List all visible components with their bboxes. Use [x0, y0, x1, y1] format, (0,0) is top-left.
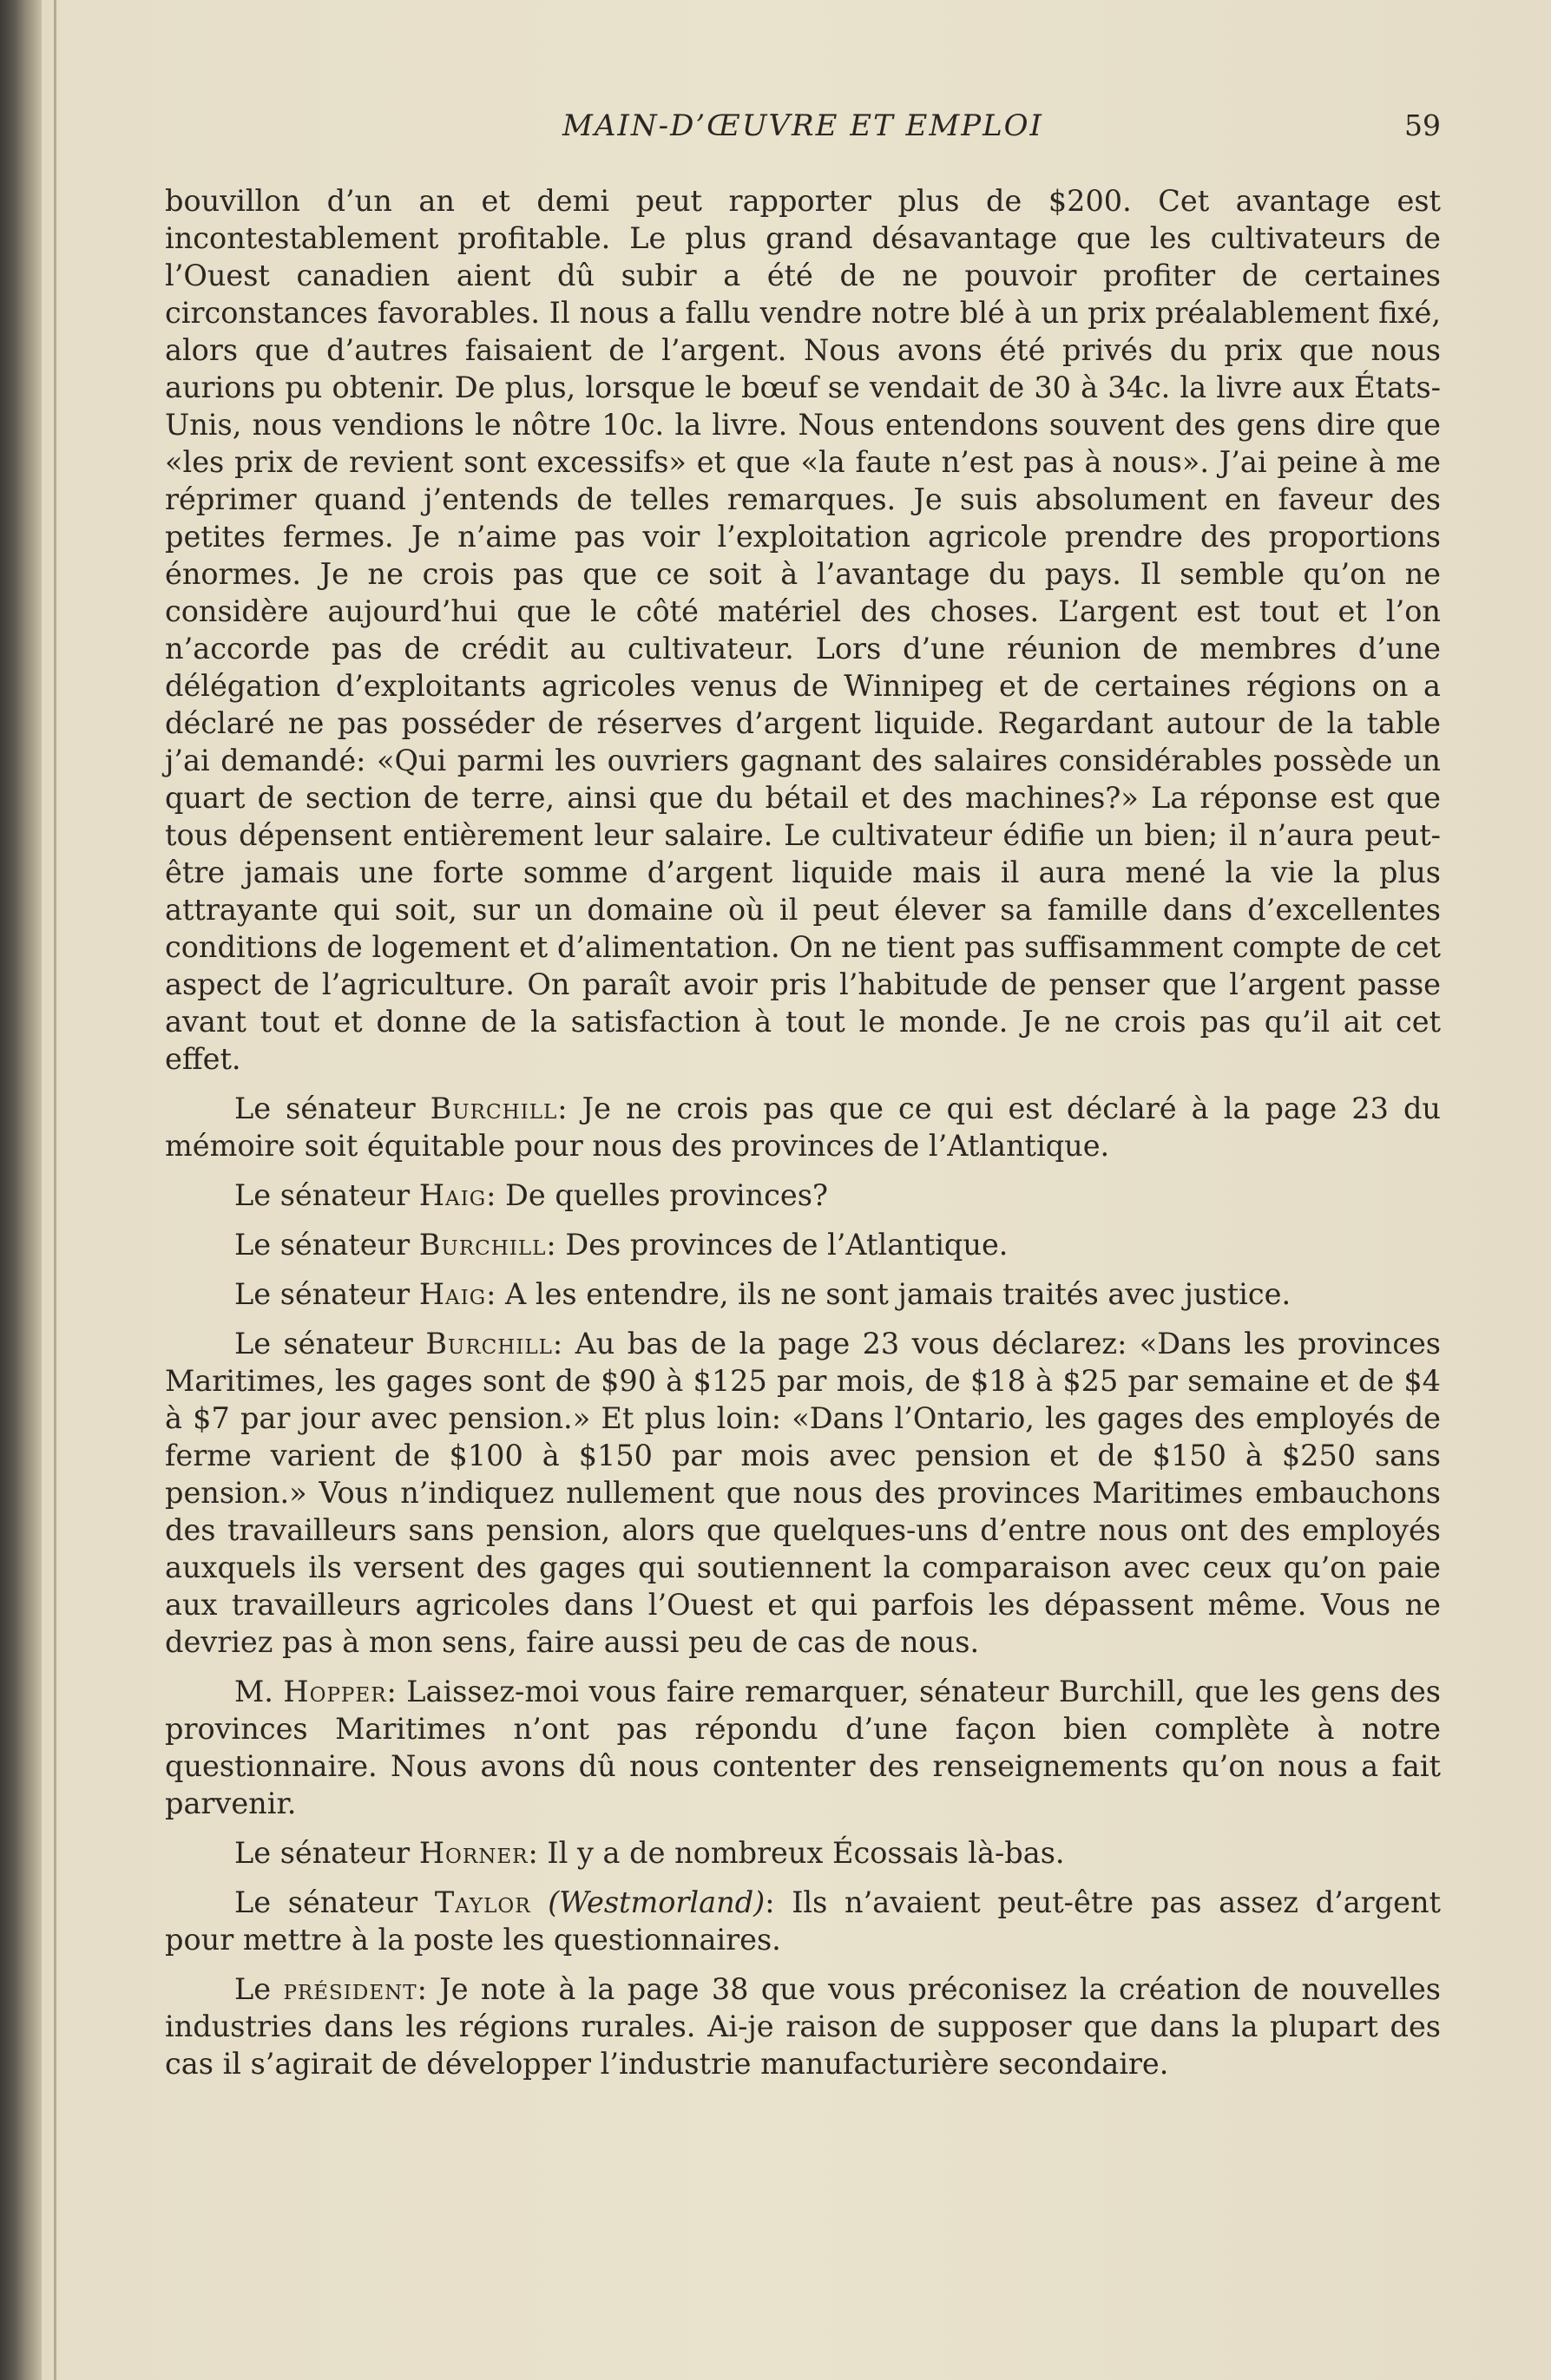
speaker-prefix: Le sénateur: [234, 1178, 419, 1212]
speech-text: : Des provinces de l’Atlantique.: [546, 1228, 1009, 1262]
page-number: 59: [1404, 108, 1441, 142]
page-header: [165, 108, 1441, 161]
speaker-name: Burchill: [430, 1092, 558, 1125]
speech-text: : Il y a de nombreux Écossais là-bas.: [528, 1836, 1065, 1870]
speaker-name: Haig: [418, 1178, 487, 1212]
page-body: [165, 182, 1441, 2095]
speaker-prefix: Le sénateur: [234, 1277, 419, 1311]
paragraph-continuation: bouvillon d’un an et demi peut rapporter plus de $200. Cet avantage est incontestablement profitable. Le plus grand désavantage que les cultivateurs de l’Ouest canadien aient dû subir a été de ne pouvoir profiter de certaines circonstances favorables. Il nous a fallu vendre notre blé à un prix préalablement fixé, alors que d’autres faisaient de l’argent. Nous avons été privés du prix que nous aurions pu obtenir. De plus, lorsque le bœuf se vendait de 30 à 34c. la livre aux États-Unis, nous vendions le nôtre 10c. la livre. Nous entendons souvent des gens dire que «les prix de revient sont excessifs» et que «la faute n’est pas à nous». J’ai peine à me réprimer quand j’entends de telles remarques. Je suis absolument en faveur des petites fermes. Je n’aime pas voir l’exploitation agricole prendre des proportions énormes. Je ne crois pas que ce soit à l’avantage du pays. Il semble qu’on ne considère aujourd’hui que le côté matériel des choses. L’argent est tout et l’on n’accorde pas de crédit au cultivateur. Lors d’une réunion de membres d’une délégation d’exploitants agricoles venus de Winnipeg et de certaines régions on a déclaré ne pas posséder de réserves d’argent liquide. Regardant autour de la table j’ai demandé: «Qui parmi les ouvriers gagnant des salaires considérables possède un quart de section de terre, ainsi que du bétail et des machines?» La réponse est que tous dépensent entièrement leur salaire. Le cultivateur édifie un bien; il n’aura peut-être jamais une forte somme d’argent liquide mais il aura mené la vie la plus attrayante qui soit, sur un domaine où il peut élever sa famille dans d’excellentes conditions de logement et d’alimentation. On ne tient pas suffisamment compte de cet aspect de l’agriculture. On paraît avoir pris l’habitude de penser que l’argent passe avant tout et donne de la satisfaction à tout le monde. Je ne crois pas qu’il ait cet effet.: [165, 184, 1441, 1076]
speaker-prefix: Le sénateur: [234, 1327, 426, 1360]
speaker-prefix: Le sénateur: [234, 1836, 419, 1870]
speaker-prefix: Le: [234, 1972, 284, 2006]
speaker-name: Burchill: [425, 1327, 553, 1360]
speech-text: : Au bas de la page 23 vous déclarez: «Dans les provinces Maritimes, les gages sont de $90 à $125 par mois, de $18 à $25 par semaine et de $4 à $7 par jour avec pension.» Et plus loin: «Dans l’Ontario, les gages des employés de ferme varient de $100 à $150 par mois avec pension et de $150 à $250 sans pension.» Vous n’indiquez nullement que nous des provinces Maritimes embauchons des travailleurs sans pension, alors que quelques-uns d’entre nous ont des employés auxquels ils versent des gages qui soutiennent la comparaison avec ceux qu’on paie aux travailleurs agricoles dans l’Ouest et qui parfois les dépassent même. Vous ne devriez pas à mon sens, faire aussi peu de cas de nous.: [165, 1327, 1442, 1659]
book-binding: [0, 0, 42, 2380]
speech-text: : De quelles provinces?: [486, 1178, 828, 1212]
speaker-name: président: [283, 1972, 417, 2006]
speaker-riding: (Westmorland): [530, 1885, 766, 1919]
speech-text: : Laissez-moi vous faire remarquer, sénateur Burchill, que les gens des provinces Maritimes n’ont pas répondu d’une façon bien complète à notre questionnaire. Nous avons dû nous contenter des renseignements qu’on nous a fait parvenir.: [165, 1675, 1441, 1820]
speech-paragraph: [165, 1325, 1441, 1661]
speech-paragraph: [165, 1884, 1441, 1958]
binding-edge: [54, 0, 56, 2380]
running-title: MAIN-D’ŒUVRE ET EMPLOI: [562, 108, 1043, 143]
speaker-name: Burchill: [418, 1228, 547, 1262]
speech-text: : Ils n’avaient peut-être pas assez d’argent pour mettre à la poste les questionnaires.: [165, 1885, 1442, 1957]
speaker-name: Taylor: [434, 1885, 531, 1919]
speech-paragraph: [165, 1226, 1441, 1263]
speech-text: : A les entendre, ils ne sont jamais traités avec justice.: [486, 1277, 1291, 1311]
speech-paragraph: [165, 1275, 1441, 1313]
speaker-prefix: M.: [234, 1675, 284, 1708]
speech-paragraph: [165, 1090, 1441, 1164]
speaker-prefix: Le sénateur: [234, 1228, 419, 1262]
speaker-name: Hopper: [283, 1675, 387, 1708]
speech-text: : Je note à la page 38 que vous préconisez la création de nouvelles industries dans les régions rurales. Ai-je raison de supposer que dans la plupart des cas il s’agirait de développer l’industrie manufacturière secondaire.: [165, 1972, 1441, 2081]
speaker-prefix: Le sénateur: [234, 1885, 435, 1919]
speaker-name: Horner: [418, 1836, 529, 1870]
speech-paragraph: [165, 1673, 1441, 1822]
speech-paragraph: [165, 1177, 1441, 1214]
speaker-prefix: Le sénateur: [234, 1092, 430, 1125]
speaker-name: Haig: [418, 1277, 487, 1311]
speech-paragraph: [165, 1834, 1441, 1872]
speech-text: : Je ne crois pas que ce qui est déclaré à la page 23 du mémoire soit équitable pour nous des provinces de l’Atlantique.: [165, 1092, 1441, 1163]
speech-paragraph: [165, 1970, 1441, 2082]
